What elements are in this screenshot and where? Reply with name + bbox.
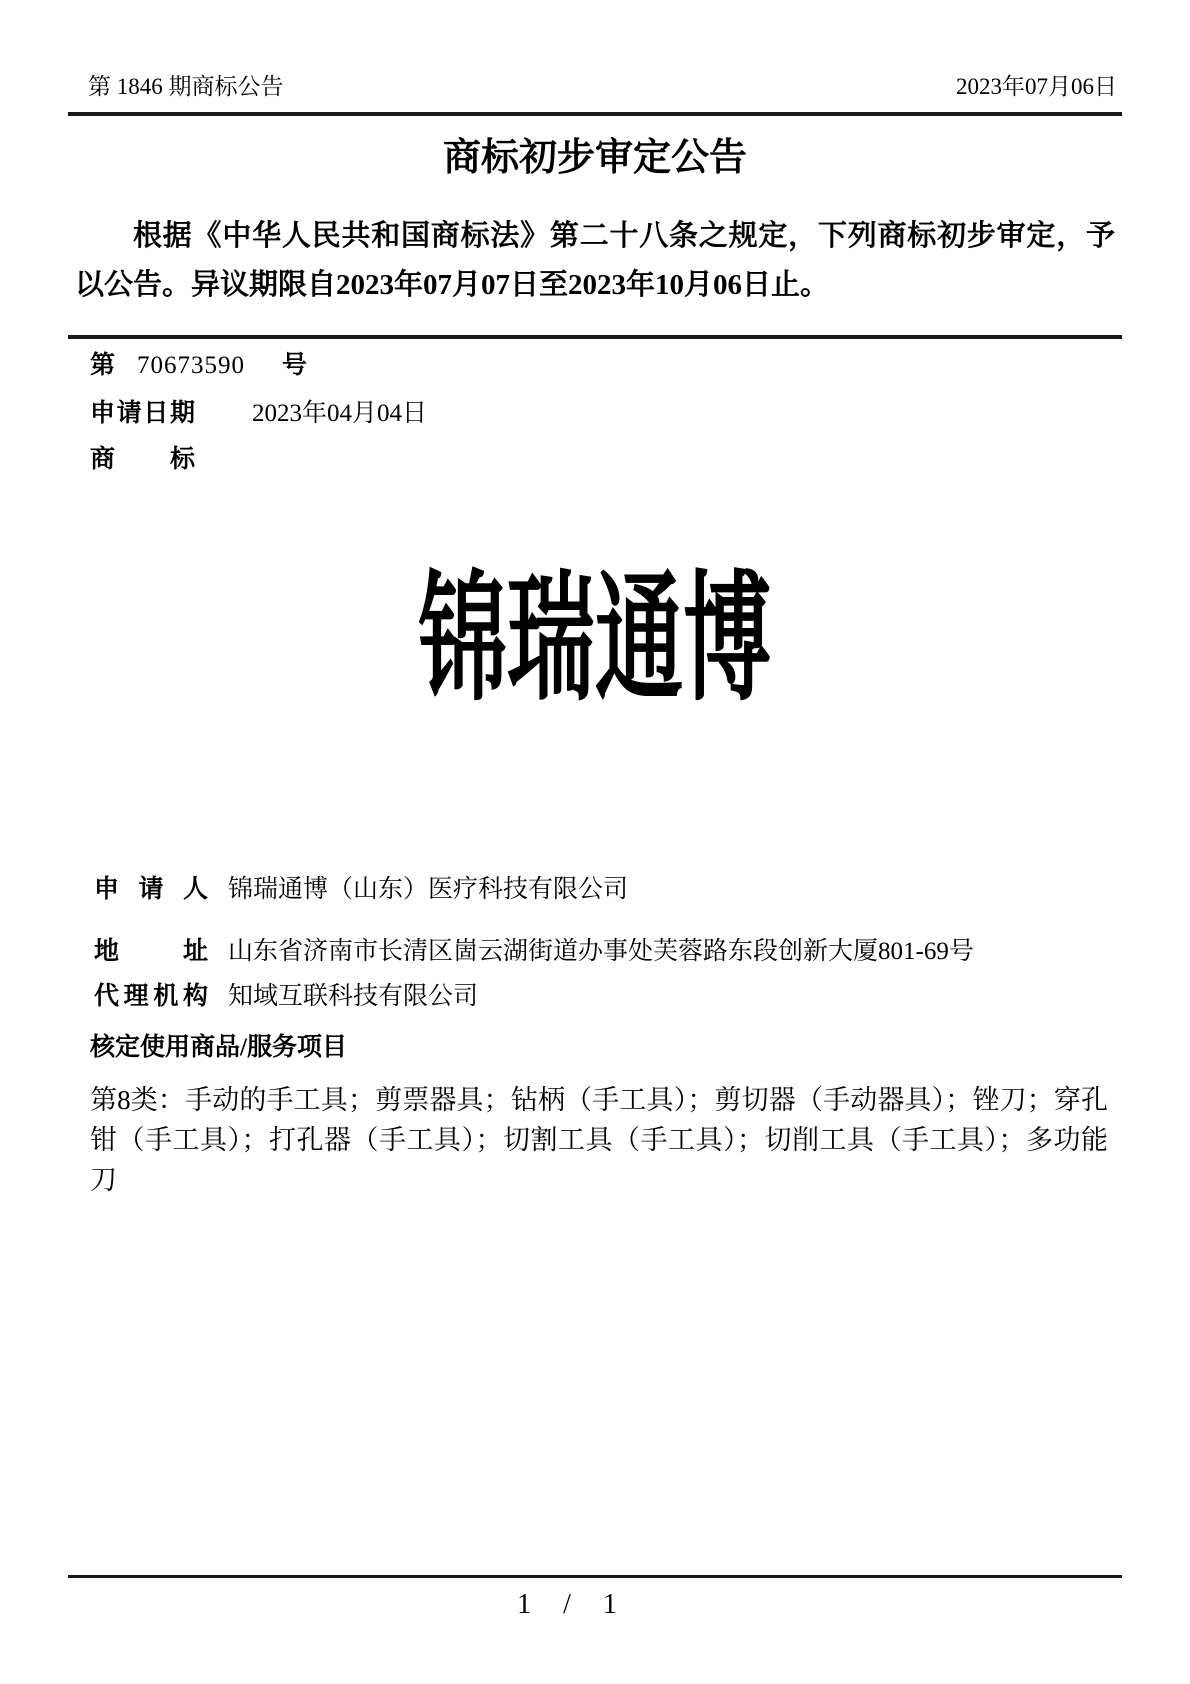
application-date-row [90,398,427,430]
gazette-date-label: 2023年07月06日 [956,74,1117,99]
applicant-label: 申 请 人 [94,876,208,903]
agency-label: 代理机构 [94,983,208,1010]
current-page-number: 1 [517,1589,532,1620]
intro-paragraph: 根据《中华人民共和国商标法》第二十八条之规定，下列商标初步审定，予以公告。异议期限自2023年07月07日至2023年10月06日止。 [75,220,1115,301]
application-date-label: 申请日期 [90,400,195,427]
goods-services-heading: 核定使用商品/服务项目 [90,1034,347,1061]
document-title: 商标初步审定公告 [442,137,747,179]
address-row [94,936,974,968]
application-number-row [90,350,307,382]
gazette-issue-label: 第 1846 期商标公告 [88,74,284,99]
application-number-value: 70673590 [137,352,246,379]
page-header [88,72,1117,102]
agency-row [94,981,478,1013]
number-suffix-label: 号 [282,352,308,379]
section-divider [68,335,1122,339]
trademark-label-row [90,444,195,476]
address-label: 地 址 [94,938,208,965]
page-separator: / [563,1589,571,1620]
trademark-label: 商 标 [90,446,195,473]
application-date-value: 2023年04月04日 [252,400,428,427]
applicant-value: 锦瑞通博（山东）医疗科技有限公司 [228,876,629,903]
goods-services-text: 第8类：手动的手工具；剪票器具；钻柄（手工具）；剪切器（手动器具）；锉刀；穿孔钳（手工具）；打孔器（手工具）；切割工具（手工具）；切削工具（手工具）；多功能刀 [90,1085,1108,1195]
total-page-number: 1 [602,1589,617,1620]
applicant-row [94,874,628,906]
address-value: 山东省济南市长清区崮云湖街道办事处芙蓉路东段创新大厦801-69号 [228,938,974,965]
page-indicator [0,1588,1162,1622]
trademark-image-text: 锦瑞通博 [418,558,772,721]
number-prefix-label: 第 [90,352,116,379]
header-divider [68,112,1122,116]
footer-divider [68,1575,1122,1578]
agency-value: 知域互联科技有限公司 [228,983,479,1010]
